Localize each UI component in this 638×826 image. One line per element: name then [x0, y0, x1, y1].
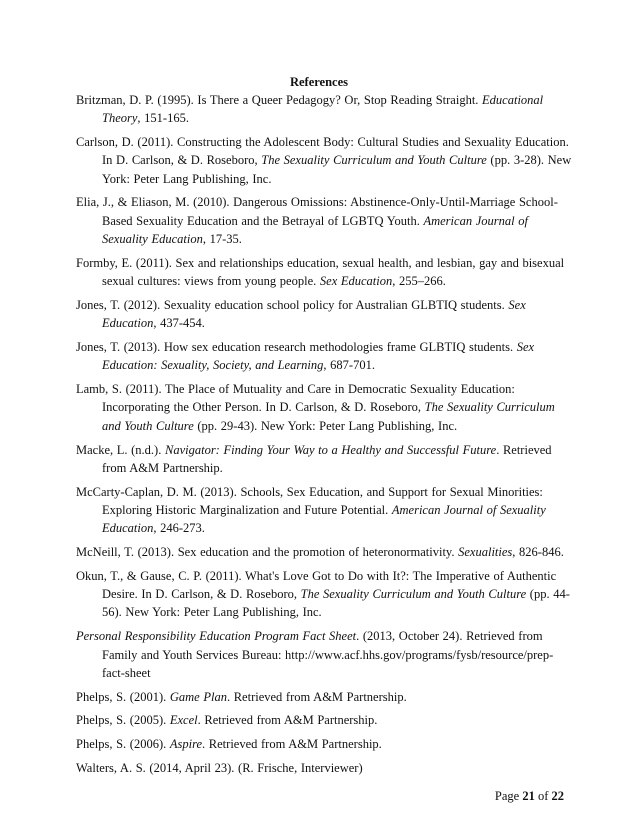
reference-entry: [76, 735, 572, 753]
reference-details: . Retrieved from A&M Partnership.: [102, 442, 552, 475]
reference-text: McCarty-Caplan, D. M. (2013). Schools, Sex Education, and Support for Sexual Minorities: Exploring Historic Marginalization and Future Potential.: [76, 484, 543, 517]
reference-source-title: Game Plan: [169, 689, 227, 704]
reference-text: Walters, A. S. (2014, April 23). (R. Frische, Interviewer): [76, 761, 363, 775]
reference-text: Macke, L. (n.d.).: [76, 442, 165, 457]
reference-text: Britzman, D. P. (1995). Is There a Queer Pedagogy? Or, Stop Reading Straight.: [76, 93, 483, 107]
reference-details: (pp. 29-43). New York: Peter Lang Publishing, Inc.: [193, 418, 458, 433]
reference-details: , 246-273.: [153, 521, 205, 536]
reference-details: , 826-846.: [512, 545, 564, 560]
reference-entry: [76, 193, 572, 248]
reference-source-title: Sex Education: [319, 274, 393, 289]
reference-text: Formby, E. (2011). Sex and relationships education, sexual health, and lesbian, gay and bisexual sexual cultures: views from young people.: [76, 255, 565, 289]
reference-list: [76, 91, 572, 783]
reference-source-title: Sex Education: [102, 297, 526, 331]
reference-details: . Retrieved from A&M Partnership.: [202, 737, 382, 752]
reference-entry: [76, 133, 572, 188]
reference-text: Phelps, S. (2005).: [76, 713, 170, 728]
reference-entry: [76, 296, 572, 333]
reference-entry: [76, 483, 572, 538]
current-page: 21: [522, 789, 535, 803]
reference-entry: [76, 567, 572, 622]
reference-source-title: Educational Theory: [102, 93, 544, 126]
reference-details: . (2013, October 24). Retrieved from Family and Youth Services Bureau: http://www.acf.hhs.gov/programs/fysb/resource/prep-fact-sheet: [102, 629, 554, 680]
reference-entry: [76, 759, 572, 777]
reference-source-title: Excel: [169, 713, 198, 728]
reference-source-title: The Sexuality Curriculum and Youth Culture: [102, 400, 555, 433]
reference-details: (pp. 44-56). New York: Peter Lang Publishing, Inc.: [102, 587, 570, 620]
reference-details: , 437-454.: [153, 316, 205, 331]
total-pages: 22: [551, 789, 564, 803]
references-heading: References: [289, 75, 349, 89]
reference-source-title: Navigator: Finding Your Way to a Healthy and Successful Future: [164, 442, 497, 457]
reference-source-title: Sexualities: [458, 545, 513, 560]
reference-details: . Retrieved from A&M Partnership.: [226, 689, 407, 704]
reference-entry: [76, 627, 572, 682]
reference-text: Carlson, D. (2011). Constructing the Adolescent Body: Cultural Studies and Sexuality Education. In D. Carlson, & D. Roseboro,: [76, 135, 569, 168]
reference-details: (pp. 3-28). New York: Peter Lang Publishing, Inc.: [102, 153, 572, 186]
reference-source-title: Sex Education: Sexuality, Society, and Learning: [102, 340, 535, 373]
reference-text: Phelps, S. (2006).: [76, 737, 170, 752]
reference-source-title: Personal Responsibility Education Program Fact Sheet: [76, 629, 357, 644]
reference-entry: [76, 543, 572, 561]
reference-details: , 151-165.: [137, 111, 189, 126]
reference-text: Elia, J., & Eliason, M. (2010). Dangerous Omissions: Abstinence-Only-Until-Marriage School-Based Sexuality Education and the Betrayal of LGBTQ Youth.: [76, 195, 558, 228]
reference-entry: [76, 338, 572, 375]
reference-source-title: American Journal of Sexuality Education: [102, 502, 546, 536]
reference-entry: [76, 91, 572, 128]
reference-details: , 687-701.: [323, 358, 375, 373]
reference-entry: [76, 380, 572, 435]
reference-entry: [76, 711, 572, 729]
reference-entry: [76, 441, 572, 478]
reference-source-title: American Journal of Sexuality Education: [102, 213, 528, 247]
reference-details: , 17-35.: [202, 232, 242, 247]
reference-text: Lamb, S. (2011). The Place of Mutuality and Care in Democratic Sexuality Education: Incorporating the Other Person. In D. Carlson, & D. Roseboro,: [76, 382, 515, 415]
reference-details: , 255–266.: [392, 274, 446, 289]
reference-details: . Retrieved from A&M Partnership.: [197, 713, 378, 728]
reference-text: Phelps, S. (2001).: [76, 689, 170, 704]
reference-source-title: The Sexuality Curriculum and Youth Culture: [300, 587, 527, 602]
reference-text: Okun, T., & Gause, C. P. (2011). What's Love Got to Do with It?: The Imperative of Authentic Desire. In D. Carlson, & D. Roseboro,: [76, 568, 557, 602]
reference-text: Jones, T. (2013). How sex education research methodologies frame GLBTIQ students.: [76, 340, 517, 355]
reference-text: McNeill, T. (2013). Sex education and the promotion of heteronormativity.: [76, 545, 459, 560]
of-label: of: [534, 789, 552, 803]
reference-source-title: The Sexuality Curriculum and Youth Culture: [261, 153, 487, 168]
page-number: [495, 788, 564, 804]
reference-source-title: Aspire: [169, 737, 203, 752]
page-label: Page: [494, 789, 523, 803]
reference-text: Jones, T. (2012). Sexuality education school policy for Australian GLBTIQ students.: [76, 297, 509, 312]
reference-entry: [76, 254, 572, 291]
reference-entry: [76, 688, 572, 706]
